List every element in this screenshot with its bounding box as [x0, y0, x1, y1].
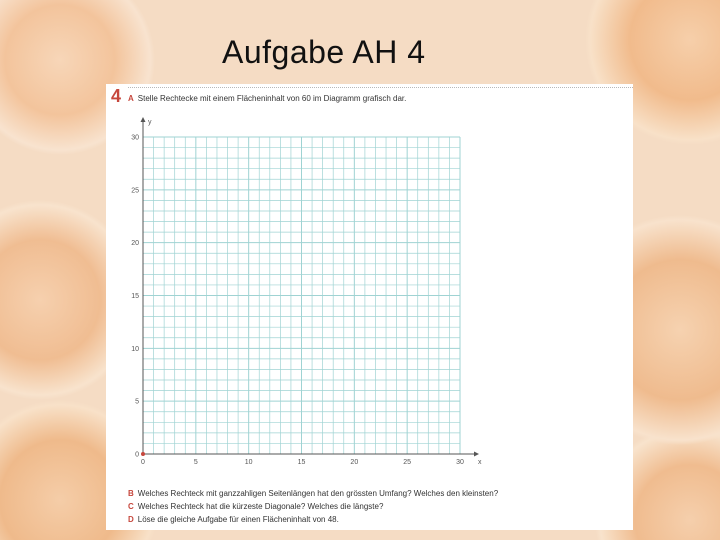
y-tick-label: 20 [131, 240, 139, 248]
x-tick-label: 15 [297, 459, 306, 466]
task-d [128, 515, 339, 524]
y-tick-label: 0 [135, 451, 139, 459]
x-tick-label: 5 [193, 459, 198, 466]
task-d-text: Löse die gleiche Aufgabe für einen Flächeninhalt von 48. [137, 515, 339, 524]
y-tick-label: 10 [131, 345, 139, 353]
task-d-letter: D [128, 515, 134, 524]
task-c-text: Welches Rechteck hat die kürzeste Diagonale? Welches die längste? [137, 502, 384, 511]
x-tick-label: 25 [403, 459, 412, 466]
y-axis-arrow [141, 117, 146, 122]
task-a-letter: A [128, 94, 134, 103]
task-c-letter: C [128, 502, 134, 511]
x-tick-label: 30 [456, 459, 464, 466]
x-tick-label: 0 [141, 459, 145, 466]
y-tick-label: 15 [131, 293, 139, 300]
x-axis-label: x [478, 459, 482, 466]
grid-lines [143, 137, 460, 454]
x-axis-arrow [474, 452, 479, 457]
task-b [128, 489, 498, 498]
task-a-text: Stelle Rechtecke mit einem Flächeninhalt von 60 im Diagramm grafisch dar. [137, 94, 407, 103]
exercise-number: 4 [111, 86, 122, 106]
y-tick-label: 5 [135, 398, 139, 406]
x-tick-labels [141, 459, 464, 466]
slide-title: Aufgabe AH 4 [222, 34, 426, 70]
y-tick-label: 30 [131, 134, 139, 142]
y-tick-label: 25 [131, 187, 139, 195]
task-b-text: Welches Rechteck mit ganzzahligen Seitenlängen hat den grössten Umfang? Welches den kleinsten? [137, 489, 499, 498]
y-axis-label: y [148, 119, 152, 126]
x-tick-label: 20 [350, 459, 359, 466]
origin-point [141, 452, 145, 456]
y-tick-labels [131, 135, 139, 459]
task-b-letter: B [128, 489, 134, 498]
x-tick-label: 10 [244, 459, 253, 466]
task-c [128, 502, 383, 511]
